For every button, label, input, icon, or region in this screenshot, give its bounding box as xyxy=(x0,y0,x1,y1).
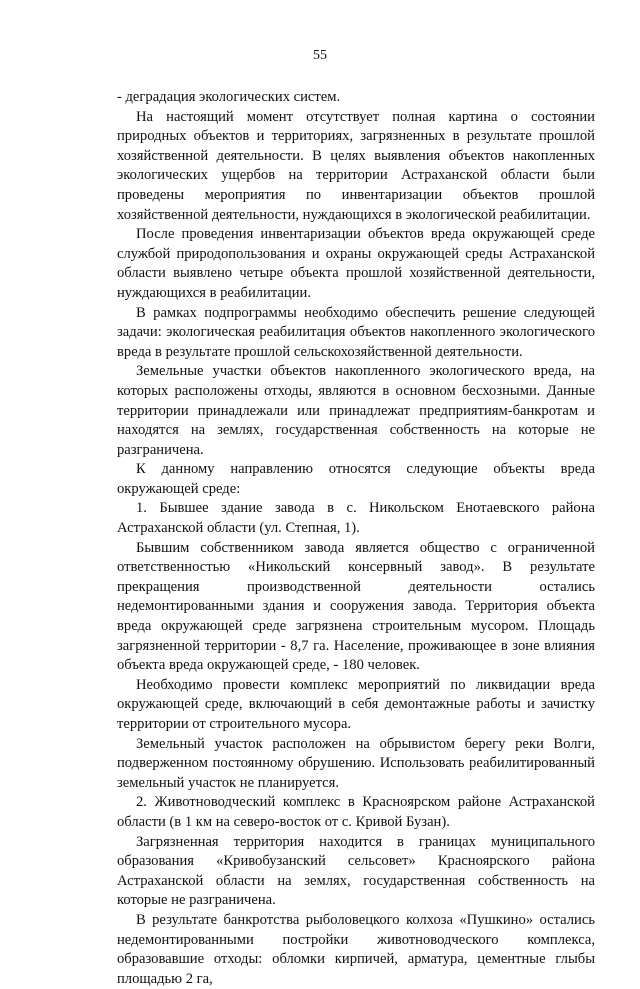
paragraph-2: На настоящий момент отсутствует полная картина о состоянии природных объектов и территориях, загрязненных в результате прошлой хозяйственной деятельности. В целях выявления объектов накопленных экологических ущербов на территории Астраханской области были проведены мероприятия по инвентаризации объектов прошлой хозяйственной деятельности, нуждающихся в экологической реабилитации. xyxy=(117,108,595,223)
paragraph-4: В рамках подпрограммы необходимо обеспечить решение следующей задачи: экологическая реабилитация объектов накопленного экологического вреда в результате прошлой сельскохозяйственной деятельности. xyxy=(117,304,595,360)
paragraph-1: - деградация экологических систем. xyxy=(117,89,341,105)
paragraph-8: Бывшим собственником завода является общество с ограниченной ответственностью «Никольский консервный завод». В результате прекращения производственной деятельности остались недемонтированными здания и сооружения завода. Территория объекта вреда окружающей среде загрязнена строительным мусором. Площадь загрязненной территории - 8,7 га. Население, проживающее в зоне влияния объекта вреда окружающей среде, - 180 человек. xyxy=(117,539,595,674)
paragraph-13: В результате банкротства рыболовецкого колхоза «Пушкино» остались недемонтированными постройки животноводческого комплекса, образовавшие отходы: обломки кирпичей, арматура, цементные глыбы площадью 2 га, xyxy=(117,911,595,987)
paragraph-3: После проведения инвентаризации объектов вреда окружающей среде службой природопользования и охраны окружающей среды Астраханской области выявлено четыре объекта прошлой хозяйственной деятельности, нуждающихся в реабилитации. xyxy=(117,226,595,301)
document-body xyxy=(117,88,595,989)
paragraph-7: 1. Бывшее здание завода в с. Никольском Енотаевского района Астраханской области (ул. Степная, 1). xyxy=(117,500,595,537)
paragraph-6: К данному направлению относятся следующие объекты вреда окружающей среде: xyxy=(117,461,595,497)
paragraph-5: Земельные участки объектов накопленного экологического вреда, на которых расположены отходы, являются в основном бесхозными. Данные территории принадлежали или принадлежат предприятиям-банкротам и находятся на землях, государственная собственность на которые не разграничена. xyxy=(117,363,595,458)
paragraph-10: Земельный участок расположен на обрывистом берегу реки Волги, подверженном постоянному обрушению. Использовать реабилитированный земельный участок не планируется. xyxy=(117,735,595,791)
page-number: 55 xyxy=(313,48,327,63)
paragraph-11: 2. Животноводческий комплекс в Красноярском районе Астраханской области (в 1 км на северо-восток от с. Кривой Бузан). xyxy=(117,794,595,830)
paragraph-12: Загрязненная территория находится в границах муниципального образования «Кривобузанский сельсовет» Красноярского района Астраханской области на землях, государственная собственность на которые не разграничена. xyxy=(117,833,595,909)
paragraph-9: Необходимо провести комплекс мероприятий по ликвидации вреда окружающей среде, включающий в себя демонтажные работы и зачистку территории от строительного мусора. xyxy=(117,676,595,732)
